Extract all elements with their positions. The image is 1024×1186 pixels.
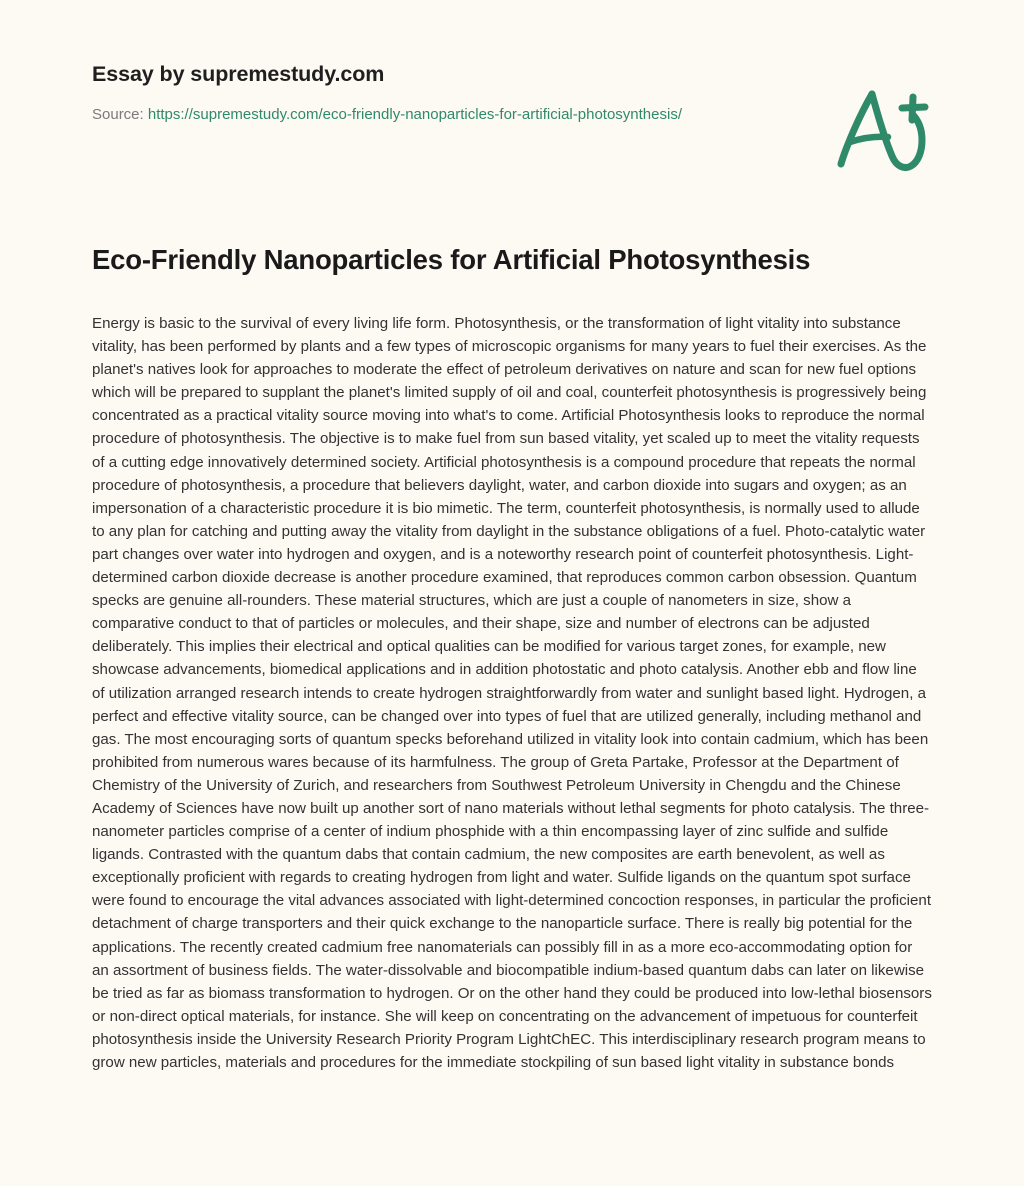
source-url-link[interactable]: https://supremestudy.com/eco-friendly-nanoparticles-for-artificial-photosynthesis/ <box>147 105 682 123</box>
source-line <box>92 105 682 125</box>
header-left-group <box>92 62 682 124</box>
source-label: Source: <box>92 105 144 123</box>
page-header <box>0 0 1024 176</box>
a-plus-logo-icon <box>828 80 940 176</box>
page-title: Eco-Friendly Nanoparticles for Artificial Photosynthesis <box>92 244 811 275</box>
essay-body-text: Energy is basic to the survival of every living life form. Photosynthesis, or the transformation of light vitality into substance vitality, has been performed by plants and a few types of microscopic organisms for many years to fuel their exercises. As the planet's natives look for approaches to moderate the effect of petroleum derivatives on nature and scan for new fuel options which will be prepared to supplant the planet's limited supply of oil and coal, counterfeit photosynthesis is progressively being concentrated as a practical vitality source moving into what's to come. Artificial Photosynthesis looks to reproduce the normal procedure of photosynthesis. The objective is to make fuel from sun based vitality, yet scaled up to meet the vitality requests of a cutting edge innovatively determined society. Artificial photosynthesis is a compound procedure that repeats the normal procedure of photosynthesis, a procedure that believers daylight, water, and carbon dioxide into sugars and oxygen; as an impersonation of a characteristic procedure it is bio mimetic. The term, counterfeit photosynthesis, is normally used to allude to any plan for catching and putting away the vitality from daylight in the substance obligations of a fuel. Photo-catalytic water part changes over water into hydrogen and oxygen, and is a noteworthy research point of counterfeit photosynthesis. Light-determined carbon dioxide decrease is another procedure examined, that reproduces common carbon obsession. Quantum specks are genuine all-rounders. These material structures, which are just a couple of nanometers in size, show a comparative conduct to that of particles or molecules, and their shape, size and number of electrons can be adjusted deliberately. This implies their electrical and optical qualities can be modified for various target zones, for example, new showcase advancements, biomedical applications and in addition photostatic and photo catalysis. Another ebb and flow line of utilization arranged research intends to create hydrogen straightforwardly from water and sunlight based light. Hydrogen, a perfect and effective vitality source, can be changed over into types of fuel that are utilized generally, including methanol and gas. The most encouraging sorts of quantum specks beforehand utilized in vitality look into contain cadmium, which has been prohibited from numerous wares because of its harmfulness. The group of Greta Partake, Professor at the Department of Chemistry of the University of Zurich, and researchers from Southwest Petroleum University in Chengdu and the Chinese Academy of Sciences have now built up another sort of nano materials without lethal segments for photo catalysis. The three-nanometer particles comprise of a center of indium phosphide with a thin encompassing layer of zinc sulfide and sulfide ligands. Contrasted with the quantum dabs that contain cadmium, the new composites are earth benevolent, as well as exceptionally proficient with regards to creating hydrogen from light and water. Sulfide ligands on the quantum spot surface were found to encourage the vital advances associated with light-determined concoction responses, in particular the proficient detachment of charge transporters and their quick exchange to the nanoparticle surface. There is really big potential for the applications. The recently created cadmium free nanomaterials can possibly fill in as a more eco-accommodating option for an assortment of business fields. The water-dissolvable and biocompatible indium-based quantum dabs can later on likewise be tried as far as biomass transformation to hydrogen. Or on the other hand they could be produced into low-lethal biosensors or non-direct optical materials, for instance. She will keep on concentrating on the advancement of impetuous for counterfeit photosynthesis inside the University Research Priority Program LightChEC. This interdisciplinary research program means to grow new particles, materials and procedures for the immediate stockpiling of sun based light vitality in substance bonds <box>92 315 937 1071</box>
brand-title: Essay by supremestudy.com <box>92 62 385 86</box>
